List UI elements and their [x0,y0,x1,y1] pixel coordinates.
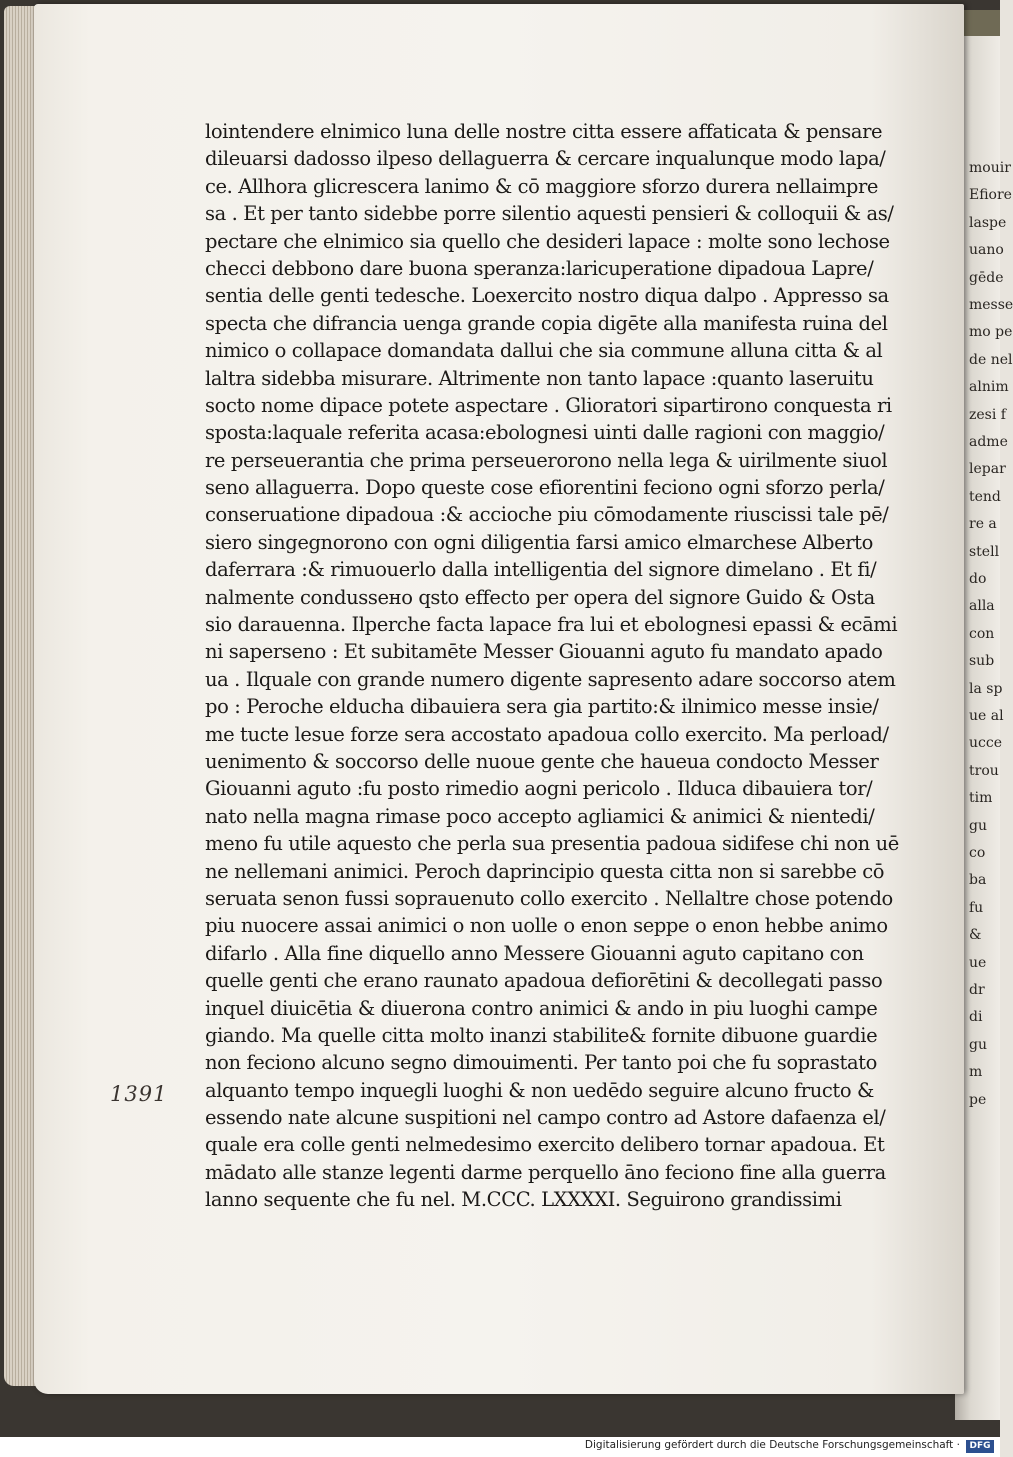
adjacent-page-fragment: ucce [969,735,1002,752]
adjacent-page-fragment: trou [969,762,999,779]
text-line: daferrara :& rimuouerlo dalla intelligentia del signore dimelano . Et fi/ [205,558,877,582]
adjacent-page-fragment: gēde [969,269,1004,286]
adjacent-page-fragment: co [969,845,986,861]
adjacent-page-fragment: adme [969,434,1008,450]
text-line: nalmente condussено qsto effecto per opera del signore Guido & Osta [205,585,875,609]
text-line: seruata senon fussi soprauenuto collo exercito . Nellaltre chose potendo [205,886,893,910]
adjacent-page-fragment: laspe [969,214,1007,231]
adjacent-page-fragment: fu [969,899,984,916]
text-line: uenimento & soccorso delle nuoue gente che haueua condocto Messer [205,749,879,773]
text-line: piu nuocere assai animici o non uolle o enon seppe o enon hebbe animo [205,914,888,938]
adjacent-page-fragment: alnim [969,379,1009,396]
adjacent-page-fragment: messe [969,297,1013,313]
adjacent-page-fragment: pe [969,1091,987,1108]
adjacent-page-fragment: lepar [969,461,1006,478]
text-line: laltra sidebba misurare. Altrimente non tanto lapace :quanto laseruitu [205,366,874,390]
adjacent-page-fragment: tend [969,488,1001,505]
adjacent-page-fragment: tim [969,790,993,807]
text-line: giando. Ma quelle citta molto inanzi stabilite& fornite dibuone guardie [205,1023,878,1047]
text-line: inquel diuicētia & diuerona contro animici & ando in piu luoghi campe [205,996,878,1020]
text-line: po : Peroche elducha dibauiera sera gia partito:& ilnimico messe insie/ [205,695,879,719]
text-line: sposta:laquale referita acasa:ebolognesi uinti dalle ragioni con maggio/ [205,421,885,445]
text-line: conseruatione dipadoua :& accioche piu cōmodamente riuscissi tale pē/ [205,503,889,527]
text-line: checci debbono dare buona speranza:laricuperatione dipadoua Lapre/ [205,256,874,280]
adjacent-page-fragment: m [969,1064,983,1081]
page-text-block [205,118,899,1214]
adjacent-page-fragment: la sp [969,680,1003,697]
text-line: ni sapersеno : Et subitamēte Messer Giouanni aguto fu mandato apado [205,640,883,664]
adjacent-page-fragment: & [969,927,982,944]
adjacent-page-fragment: gu [969,1036,987,1053]
adjacent-page-fragment: dr [969,982,985,998]
text-line: specta che difrancia uenga grande copia digēte alla manifesta ruina del [205,311,888,335]
text-line: lanno sequente che fu nel. M.CCC. LXXXXI. Seguirono grandissimi [205,1188,842,1212]
text-line: sio darauenna. Ilperche facta lapace fra lui et ebolognesi epassi & ecāmi [205,613,898,637]
text-line: quale era colle genti nelmedesimo exercito delibero tornar apadoua. Et [205,1133,885,1157]
text-line: pectare che elnimico sia quello che desideri lapace : molte sono lechose [205,229,890,253]
text-line: dileuarsi dadosso ilpeso dellaguerra & cercare inqualunque modo lapa/ [205,147,886,171]
adjacent-page-fragment: sub [969,653,995,670]
digitization-footer [0,1437,1000,1457]
text-line: nimico o collapace domandata dallui che sia commune alluna citta & al [205,339,883,363]
text-line: non feciono alcuno segno dimouimenti. Per tanto poi che fu soprastato [205,1051,877,1075]
text-line: socto nome dipace potete aspectare . Glioratori sipartirono conquesta ri [205,393,892,417]
text-line: sa . Et per tanto sidebbe porre silentio aquesti pensieri & colloquii & as/ [205,202,894,226]
adjacent-page-fragment: re a [969,516,997,533]
text-line: Giouanni aguto :fu posto rimedio aogni pericolo . Ilduca dibauiera tor/ [205,777,873,801]
text-line: ne nellemani animici. Peroch daprincipio questa citta non si sarebbe cō [205,859,885,883]
text-line: siero singegnorono con ogni diligentia farsi amico elmarchese Alberto [205,530,873,554]
adjacent-page-fragment: mouir [969,160,1011,176]
text-line: meno fu utile aquesto che perla sua presentia padoua sidifese chi non uē [205,832,899,856]
text-line: ce. Allhora glicrescera lanimo & cō maggiore sforzo durera nellaimpre [205,174,879,198]
adjacent-page-fragment: Efiore [969,187,1012,204]
adjacent-page-fragment: alla [969,598,995,615]
text-line: nato nella magna rimase poco accepto agliamici & animici & nientedi/ [205,804,875,828]
text-line: me tucte lesue forze sera accostato apadoua collo exercito. Ma perload/ [205,722,889,746]
adjacent-page-fragment: ba [969,872,987,889]
adjacent-page-fragment: gu [969,817,987,834]
adjacent-page-fragment: ue [969,954,987,971]
text-line: re perseuerantia che prima perseuerorono nella lega & uirilmente siuol [205,448,888,472]
text-line: mādato alle stanze legenti darme perquello āno feciono fine alla guerra [205,1160,886,1184]
margin-note-year: 1391 [110,1082,168,1106]
adjacent-page-fragment: ue al [969,708,1004,724]
footer-credit-text: Digitalisierung gefördert durch die Deutsche Forschungsgemeinschaft [584,1439,954,1451]
adjacent-page-fragment: de nel [969,351,1013,368]
text-line: seno allaguerra. Dopo queste cose efiorentini feciono ogni sforzo perla/ [205,476,885,500]
text-line: essendo nate alcune suspitioni nel campo contro ad Astore dafaenza el/ [205,1106,886,1130]
text-line: ua . Ilquale con grande numero digente sapresento adare soccorso atem [205,667,896,691]
footer-credit [585,1439,960,1451]
text-line: lointendere elnimico luna delle nostre citta essere affaticata & pensare [205,120,883,143]
adjacent-page-fragment: zesi f [969,406,1006,423]
adjacent-page-fragment: stell [969,543,1000,560]
text-line: alquanto tempo inquegli luoghi & non uedēdo seguire alcuno fructo & [205,1078,874,1102]
adjacent-page-fragment: do [969,571,987,587]
text-line: sentia delle genti tedesche. Loexercito nostro diqua dalpo . Appresso sa [205,284,889,308]
adjacent-page-fragment: di [969,1009,983,1026]
adjacent-page-fragment: uano [969,242,1004,259]
adjacent-page-fragment: con [969,625,995,642]
text-line: difarlo . Alla fine diquello anno Messere Giouanni aguto capitano con [205,941,864,965]
footer-separator: · [956,1439,960,1451]
adjacent-page-fragment: mo pe [969,324,1013,341]
dfg-logo: DFG [966,1440,994,1453]
text-line: quelle genti che erano raunato apadoua defiorētini & decollegati passo [205,969,883,993]
